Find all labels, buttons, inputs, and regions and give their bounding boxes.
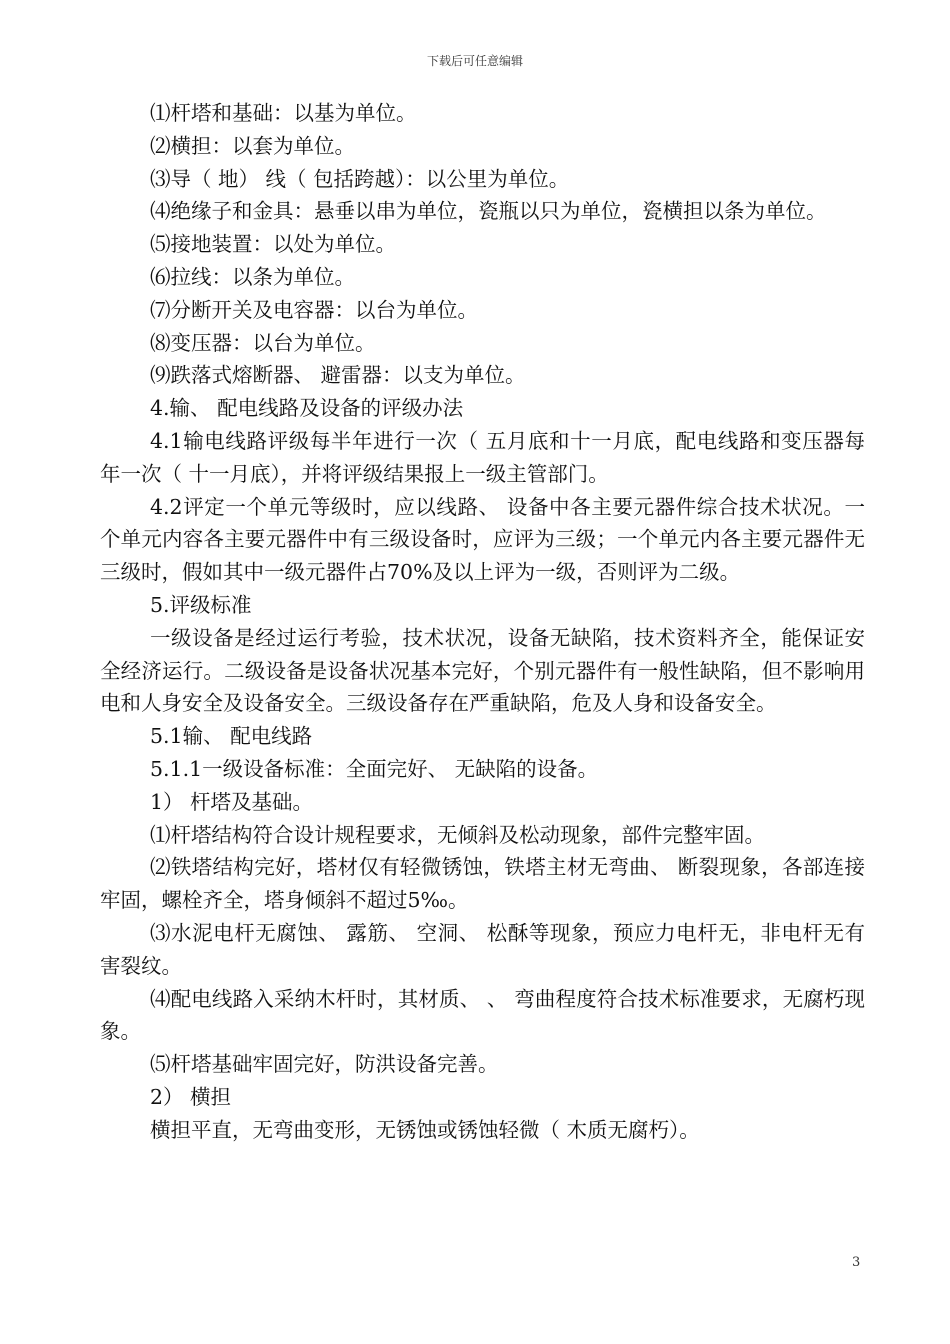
section-heading: 5.1输、 配电线路 — [150, 724, 313, 749]
paragraph: 5.1.1一级设备标准：全面完好、 无缺陷的设备。 — [150, 756, 599, 781]
subsection-heading: 2） 横担 — [150, 1084, 232, 1109]
paragraph: ⑶水泥电杆无腐蚀、 露筋、 空洞、 松酥等现象，预应力电杆无，非电杆无有害裂纹。 — [100, 920, 865, 978]
paragraph: ⑴杆塔结构符合设计规程要求，无倾斜及松动现象，部件完整牢固。 — [150, 822, 765, 847]
page-header: 下载后可任意编辑 — [426, 54, 523, 68]
section-heading: 4.输、 配电线路及设备的评级办法 — [150, 396, 464, 421]
subsection-heading: 1） 杆塔及基础。 — [150, 789, 314, 814]
document-body — [100, 97, 865, 1147]
paragraph: ⑶导（ 地） 线（ 包括跨越）：以公里为单位。 — [150, 166, 570, 191]
paragraph: 4.1输电线路评级每半年进行一次（ 五月底和十一月底，配电线路和变压器每年一次（ 十一月底），并将评级结果报上一级主管部门。 — [100, 428, 865, 486]
paragraph: 横担平直，无弯曲变形，无锈蚀或锈蚀轻微（ 木质无腐朽）。 — [150, 1117, 700, 1142]
paragraph: ⑸接地装置：以处为单位。 — [150, 232, 396, 257]
page-number: 3 — [852, 1255, 861, 1270]
paragraph: ⑹拉线：以条为单位。 — [150, 264, 355, 289]
paragraph: ⑵铁塔结构完好，塔材仅有轻微锈蚀，铁塔主材无弯曲、 断裂现象，各部连接牢固，螺栓齐全，塔身倾斜不超过5‰。 — [100, 855, 865, 913]
paragraph: ⑺分断开关及电容器：以台为单位。 — [150, 297, 478, 322]
paragraph: ⑷配电线路入采纳木杆时，其材质、 、 弯曲程度符合技术标准要求，无腐朽现象。 — [100, 986, 865, 1044]
paragraph: ⑸杆塔基础牢固完好，防洪设备完善。 — [150, 1052, 499, 1077]
paragraph: 一级设备是经过运行考验，技术状况，设备无缺陷，技术资料齐全，能保证安全经济运行。二级设备是设备状况基本完好，个别元器件有一般性缺陷，但不影响用电和人身安全及设备安全。三级设备存在严重缺陷，危及人身和设备安全。 — [100, 625, 865, 716]
paragraph: 4.2评定一个单元等级时，应以线路、 设备中各主要元器件综合技术状况。一个单元内容各主要元器件中有三级设备时，应评为三级；一个单元内各主要元器件无三级时，假如其中一级元器件占70%及以上评为一级，否则评为二级。 — [100, 494, 865, 585]
paragraph: ⑴杆塔和基础：以基为单位。 — [150, 101, 417, 125]
paragraph: ⑷绝缘子和金具：悬垂以串为单位，瓷瓶以只为单位，瓷横担以条为单位。 — [150, 199, 827, 224]
paragraph: ⑵横担：以套为单位。 — [150, 133, 355, 158]
paragraph: ⑻变压器：以台为单位。 — [150, 330, 376, 355]
section-heading: 5.评级标准 — [150, 592, 252, 617]
paragraph: ⑼跌落式熔断器、 避雷器：以支为单位。 — [150, 363, 526, 388]
